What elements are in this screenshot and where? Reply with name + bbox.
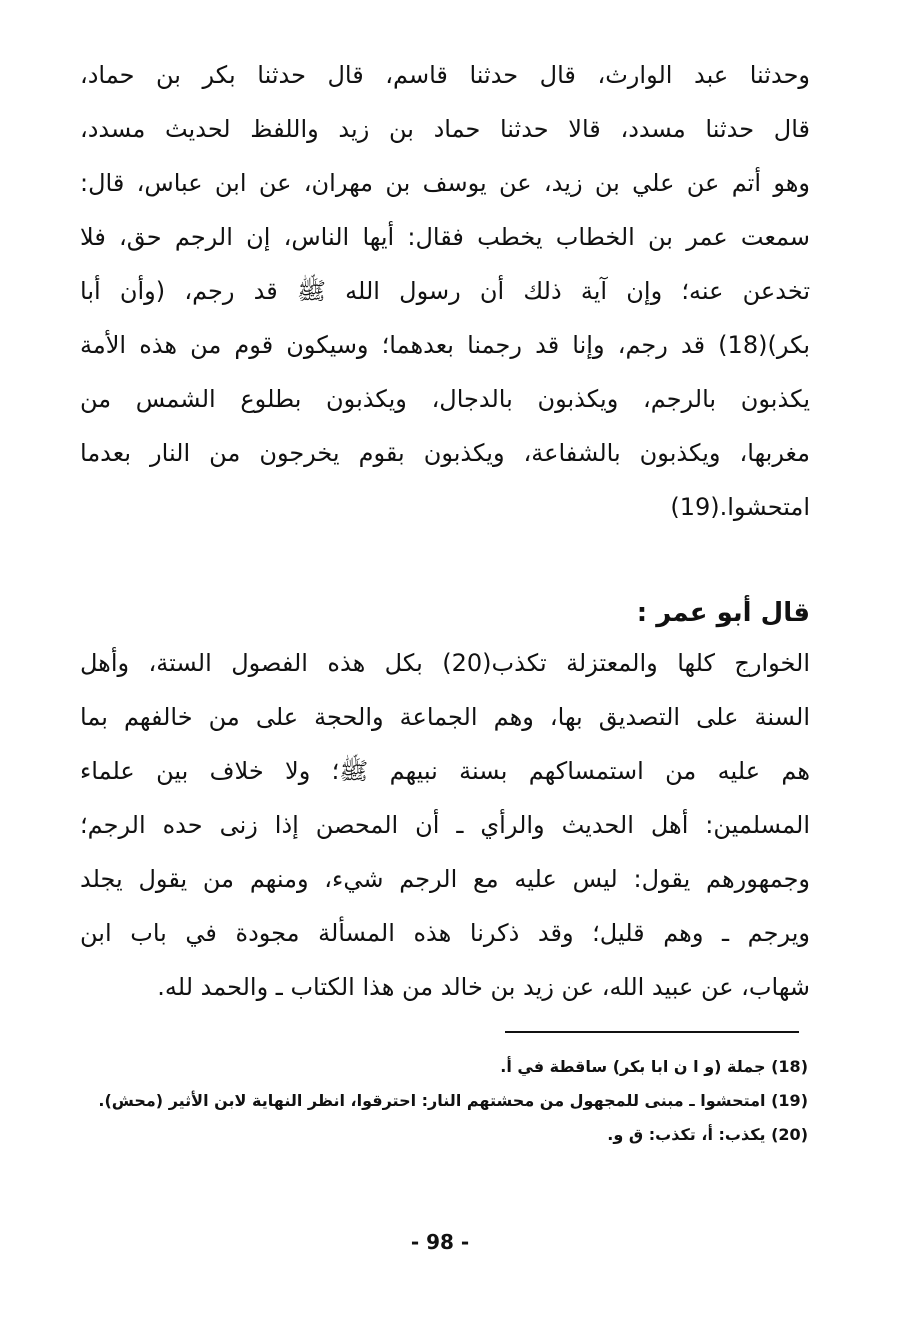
footnotes [98,1050,808,1152]
footnote-divider [505,1031,799,1033]
text-line: وجمهورهم يقول: ليس عليه مع الرجم شيء، ومنهم من يقول يجلد [80,865,810,893]
text-line: مغربها، ويكذبون بالشفاعة، ويكذبون بقوم يخرجون من النار بعدما [80,439,810,467]
text-line: امتحشوا.(19) [670,493,810,521]
hadith-paragraph [80,48,810,534]
footnote-19: (19) امتحشوا ـ مبنى للمجهول من محشتهم النار: احترقوا، انظر النهاية لابن الأثير (محش). [98,1091,808,1110]
text-line: يكذبون بالرجم، ويكذبون بالدجال، ويكذبون بطلوع الشمس من [80,385,810,413]
text-line: هم عليه من استمساكهم بسنة نبيهم ﷺ؛ ولا خلاف بين علماء [80,757,810,785]
text-line: وهو أتم عن علي بن زيد، عن يوسف بن مهران، عن ابن عباس، قال: [80,169,810,197]
text-line: السنة على التصديق بها، وهم الجماعة والحجة على من خالفهم بما [80,703,810,731]
section-heading: قال أبو عمر : [636,598,810,628]
text-line: شهاب، عن عبيد الله، عن زيد بن خالد من هذا الكتاب ـ والحمد لله. [157,973,810,1001]
text-line: ويرجم ـ وهم قليل؛ وقد ذكرنا هذه المسألة مجودة في باب ابن [80,919,810,947]
text-line: الخوارج كلها والمعتزلة تكذب(20) بكل هذه الفصول الستة، وأهل [80,649,810,677]
footnote-20: (20) يكذب: أ، تكذب: ق و. [607,1125,808,1144]
text-line: قال حدثنا مسدد، قالا حدثنا حماد بن زيد واللفظ لحديث مسدد، [80,115,810,143]
footnote-18: (18) جملة (و ا ن ابا بكر) ساقطة في أ. [500,1057,808,1076]
commentary-paragraph [80,636,810,1014]
text-line: بكر)(18) قد رجم، وإنا قد رجمنا بعدهما؛ وسيكون قوم من هذه الأمة [80,331,810,359]
page-number: - 98 - [410,1230,470,1254]
text-line: وحدثنا عبد الوارث، قال حدثنا قاسم، قال حدثنا بكر بن حماد، [80,61,810,89]
text-line: المسلمين: أهل الحديث والرأي ـ أن المحصن إذا زنى حده الرجم؛ [80,811,810,839]
text-line: تخدعن عنه؛ وإن آية ذلك أن رسول الله ﷺ قد رجم، (وأن أبا [80,277,810,305]
text-line: سمعت عمر بن الخطاب يخطب فقال: أيها الناس، إن الرجم حق، فلا [80,223,810,251]
